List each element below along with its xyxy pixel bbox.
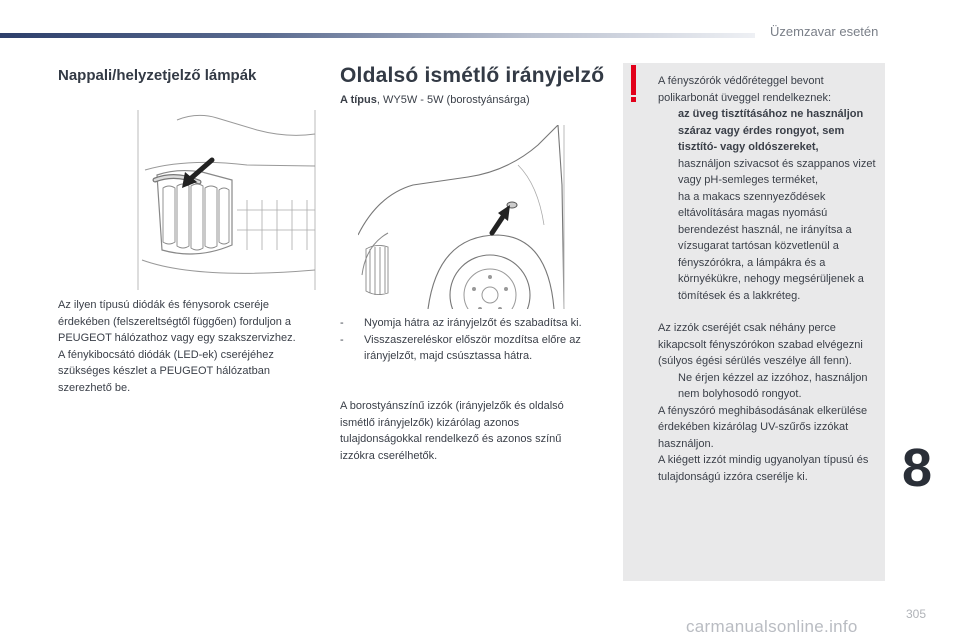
left-paragraph-2: A fénykibocsátó diódák (LED-ek) cseréjéhez szükséges készlet a PEUGEOT hálózatban szerezhető be.	[58, 348, 274, 394]
panel-bullet-3	[658, 189, 880, 305]
panel-bullet-3-text: ha a makacs szennyeződések eltávolítására magas nyomású berendezést használ, ne irányítsa a vízsugarat tartósan közvetlenül a fényszórókra, a lámpákra és a környékükre, nehogy megsérüljenek a tömítések és a lakkréteg.	[678, 190, 864, 302]
left-paragraphs	[58, 297, 313, 396]
step-1	[340, 315, 610, 332]
panel-bullet-2-text: használjon szivacsot és szappanos vizet vagy pH-semleges terméket,	[678, 157, 876, 186]
side-repeater-illustration	[358, 125, 586, 309]
replacement-steps	[340, 315, 610, 365]
section-title: Üzemzavar esetén	[770, 24, 879, 39]
step-2	[340, 332, 610, 365]
panel-bullet-2	[658, 156, 880, 189]
panel-bullet-1	[658, 106, 880, 156]
amber-bulb-note: A borostyánszínű izzók (irányjelzők és oldalsó ismétlő irányjelzők) kizárólag azonos tulajdonságokkal rendelkező és azonos színű izzókra cserélhetők.	[340, 400, 564, 462]
panel-paragraph-3: A fényszóró meghibásodásának elkerülése érdekében kizárólag UV-szűrős izzókat használjon.	[658, 404, 868, 450]
step-1-text: Nyomja hátra az irányjelzőt és szabadítsa ki.	[364, 317, 582, 329]
step-2-text: Visszaszereléskor először mozdítsa előre az irányjelzőt, majd csúsztassa hátra.	[364, 333, 581, 362]
chapter-number: 8	[902, 438, 933, 498]
bulb-type-line	[340, 92, 610, 109]
warning-icon	[631, 65, 636, 95]
panel-bullet-1-text: az üveg tisztításához ne használjon száraz vagy érdes rongyot, sem tisztító- vagy oldószereket,	[678, 108, 864, 153]
side-repeater-heading: Oldalsó ismétlő irányjelző	[340, 64, 605, 87]
panel-bullet-4	[658, 370, 880, 403]
warning-icon-dot	[631, 97, 636, 102]
page-number: 305	[906, 607, 927, 621]
panel-paragraph-2: Az izzók cseréjét csak néhány perce kikapcsolt fényszórókon szabad elvégezni (súlyos égési sérülés veszélye áll fenn).	[658, 322, 863, 367]
bulb-type-value: , WY5W - 5W (borostyánsárga)	[376, 94, 530, 106]
panel-bullet-4-text: Ne érjen kézzel az izzóhoz, használjon nem bolyhosodó rongyot.	[678, 371, 868, 400]
step-1-dash: -	[340, 317, 344, 329]
panel-paragraph-4: A kiégett izzót mindig ugyanolyan típusú és tulajdonságú izzóra cserélje ki.	[658, 454, 869, 483]
bulb-type-label: A típus	[340, 94, 377, 106]
front-bumper-illustration	[137, 110, 317, 290]
watermark: carmanualsonline.info	[686, 617, 858, 636]
header-bar	[0, 33, 755, 38]
panel-intro: A fényszórók védőréteggel bevont polikarbonát üveggel rendelkeznek:	[658, 75, 832, 104]
left-paragraph-1: Az ilyen típusú diódák és fénysorok cseréje érdekében (felszereltségtől függően) forduljon a PEUGEOT hálózathoz vagy egy szakszervizhez.	[58, 299, 296, 344]
daytime-lamps-heading: Nappali/helyzetjelző lámpák	[58, 67, 257, 84]
step-2-dash: -	[340, 333, 344, 346]
warning-panel-text	[658, 73, 880, 485]
